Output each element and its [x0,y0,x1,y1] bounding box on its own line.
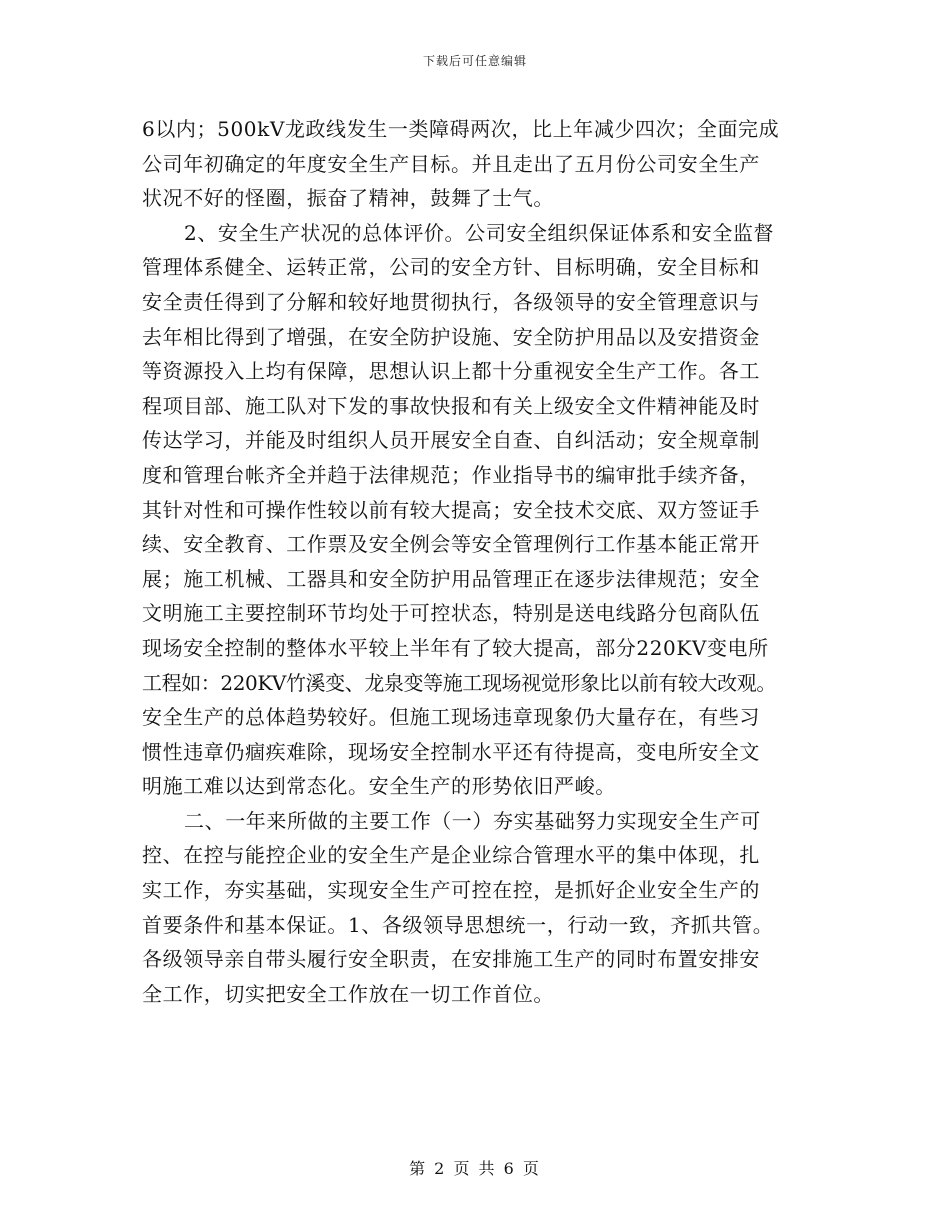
text-line: 等资源投入上均有保障，思想认识上都十分重视安全生产工作。各工 [142,359,760,384]
text-line: 安全生产的总体趋势较好。但施工现场违章现象仍大量存在，有些习 [142,705,760,730]
text-line: 控、在控与能控企业的安全生产是企业综合管理水平的集中体现，扎 [142,843,760,868]
text-line: 其针对性和可操作性较以前有较大提高；安全技术交底、双方签证手 [142,497,760,522]
text-line: 全工作，切实把安全工作放在一切工作首位。 [142,981,554,1006]
text-line: 实工作，夯实基础，实现安全生产可控在控，是抓好企业安全生产的 [142,878,760,903]
text-line: 程项目部、施工队对下发的事故快报和有关上级安全文件精神能及时 [142,393,760,418]
paragraph-start-line: 二、一年来所做的主要工作（一）夯实基础努力实现安全生产可 [184,808,761,833]
text-line: 现场安全控制的整体水平较上半年有了较大提高，部分220KV变电所 [142,635,769,660]
text-line: 传达学习，并能及时组织人员开展安全自查、自纠活动；安全规章制 [142,428,760,453]
text-line: 首要条件和基本保证。1、各级领导思想统一，行动一致，齐抓共管。 [142,912,774,937]
page-number-footer: 第 2 页 共 6 页 [409,1159,541,1178]
text-line: 度和管理台帐齐全并趋于法律规范；作业指导书的编审批手续齐备， [142,462,760,487]
text-line: 安全责任得到了分解和较好地贯彻执行，各级领导的安全管理意识与 [142,289,760,314]
text-line: 各级领导亲自带头履行安全职责，在安排施工生产的同时布置安排安 [142,947,760,972]
text-line: 状况不好的怪圈，振奋了精神，鼓舞了士气。 [142,186,554,211]
text-line: 续、安全教育、工作票及安全例会等安全管理例行工作基本能正常开 [142,532,760,557]
document-body [142,112,832,1011]
text-line: 6以内；500kV龙政线发生一类障碍两次，比上年减少四次；全面完成 [142,117,780,141]
text-line: 工程如：220KV竹溪变、龙泉变等施工现场视觉形象比以前有较大改观。 [142,670,776,695]
text-line: 文明施工主要控制环节均处于可控状态，特别是送电线路分包商队伍 [142,601,760,626]
text-line: 明施工难以达到常态化。安全生产的形势依旧严峻。 [142,774,616,799]
text-line: 管理体系健全、运转正常，公司的安全方针、目标明确，安全目标和 [142,255,760,280]
text-line: 惯性违章仍痼疾难除，现场安全控制水平还有待提高，变电所安全文 [142,739,760,764]
paragraph-start-line: 2、安全生产状况的总体评价。公司安全组织保证体系和安全监督 [184,220,775,245]
text-line: 展；施工机械、工器具和安全防护用品管理正在逐步法律规范；安全 [142,566,760,591]
text-line: 去年相比得到了增强，在安全防护设施、安全防护用品以及安措资金 [142,324,760,349]
text-line: 公司年初确定的年度安全生产目标。并且走出了五月份公司安全生产 [142,151,760,176]
page-header: 下载后可任意编辑 [422,54,527,68]
